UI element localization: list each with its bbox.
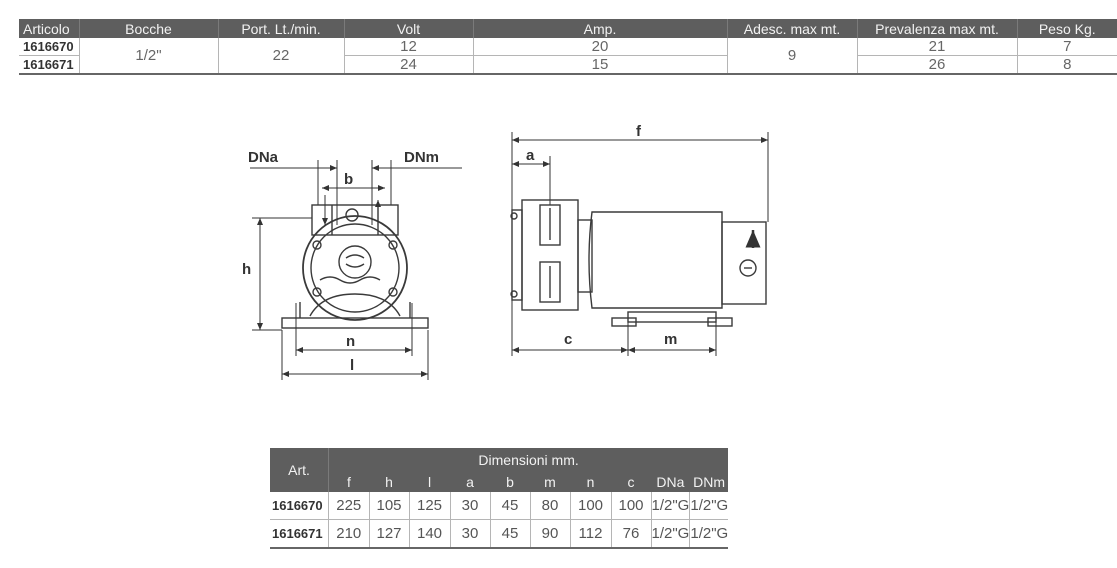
motor-end-cap (722, 222, 766, 304)
port-bolt (346, 209, 358, 221)
specifications-table (19, 19, 1117, 75)
header-prevalenza: Prevalenza max mt. (857, 19, 1017, 38)
header-c: c (611, 471, 651, 492)
mounting-foot (628, 312, 716, 322)
adescamento-cell: 9 (727, 38, 857, 74)
value-cell: 45 (490, 492, 530, 520)
value-cell: 90 (530, 520, 570, 549)
header-adescamento: Adesc. max mt. (727, 19, 857, 38)
value-cell: 45 (490, 520, 530, 549)
table-row (19, 38, 1117, 56)
value-cell: 1/2"G (651, 492, 690, 520)
header-f: f (329, 471, 370, 492)
dim-label-n: n (346, 333, 356, 350)
articolo-cell: 1616671 (19, 56, 79, 75)
header-a: a (450, 471, 490, 492)
volt-cell: 24 (344, 56, 473, 75)
value-cell: 1/2"G (690, 520, 728, 549)
header-h: h (369, 471, 409, 492)
header-volt: Volt (344, 19, 473, 38)
value-cell: 125 (409, 492, 450, 520)
header-m: m (530, 471, 570, 492)
header-dimensioni: Dimensioni mm. (329, 448, 729, 471)
volt-cell: 12 (344, 38, 473, 56)
value-cell: 1/2"G (690, 492, 728, 520)
header-bocche: Bocche (79, 19, 218, 38)
art-cell: 1616670 (270, 492, 329, 520)
value-cell: 30 (450, 492, 490, 520)
dim-label-c: c (564, 331, 573, 348)
header-dna: DNa (651, 471, 690, 492)
peso-cell: 7 (1017, 38, 1117, 56)
dim-label-a: a (526, 147, 535, 164)
front-view-dimensions (250, 160, 462, 380)
dim-label-dna: DNa (248, 149, 279, 166)
bocche-cell: 1/2" (79, 38, 218, 74)
pump-head-flange (512, 210, 522, 300)
table-row (270, 492, 728, 520)
side-view (511, 200, 766, 326)
dim-label-f: f (636, 123, 641, 140)
prevalenza-cell: 26 (857, 56, 1017, 75)
dimensions-columns-row (270, 471, 728, 492)
dim-label-m: m (664, 331, 678, 348)
peso-cell: 8 (1017, 56, 1117, 75)
header-peso: Peso Kg. (1017, 19, 1117, 38)
dimensions-table (270, 448, 728, 549)
value-cell: 127 (369, 520, 409, 549)
value-cell: 100 (570, 492, 611, 520)
value-cell: 140 (409, 520, 450, 549)
dim-label-dnm: DNm (404, 149, 440, 166)
amp-cell: 20 (473, 38, 727, 56)
header-l: l (409, 471, 450, 492)
value-cell: 76 (611, 520, 651, 549)
header-art: Art. (270, 448, 329, 492)
motor-cover (311, 224, 399, 312)
pump-technical-drawing (0, 110, 1000, 390)
brand-logo-mark (339, 246, 371, 278)
portata-cell: 22 (218, 38, 344, 74)
value-cell: 1/2"G (651, 520, 690, 549)
articolo-cell: 1616670 (19, 38, 79, 56)
front-view (282, 205, 428, 328)
header-amp: Amp. (473, 19, 727, 38)
value-cell: 105 (369, 492, 409, 520)
header-portata: Port. Lt./min. (218, 19, 344, 38)
amp-cell: 15 (473, 56, 727, 75)
dim-label-b: b (344, 171, 354, 188)
prevalenza-cell: 21 (857, 38, 1017, 56)
art-cell: 1616671 (270, 520, 329, 549)
specifications-header-row (19, 19, 1117, 38)
value-cell: 30 (450, 520, 490, 549)
dim-label-h: h (242, 261, 252, 278)
header-dnm: DNm (690, 471, 728, 492)
header-articolo: Articolo (19, 19, 79, 38)
dim-label-l: l (350, 357, 355, 374)
dimensions-group-row (270, 448, 728, 471)
value-cell: 100 (611, 492, 651, 520)
table-row (270, 520, 728, 549)
header-b: b (490, 471, 530, 492)
value-cell: 225 (329, 492, 370, 520)
value-cell: 210 (329, 520, 370, 549)
motor-body (589, 212, 722, 308)
header-n: n (570, 471, 611, 492)
value-cell: 80 (530, 492, 570, 520)
value-cell: 112 (570, 520, 611, 549)
